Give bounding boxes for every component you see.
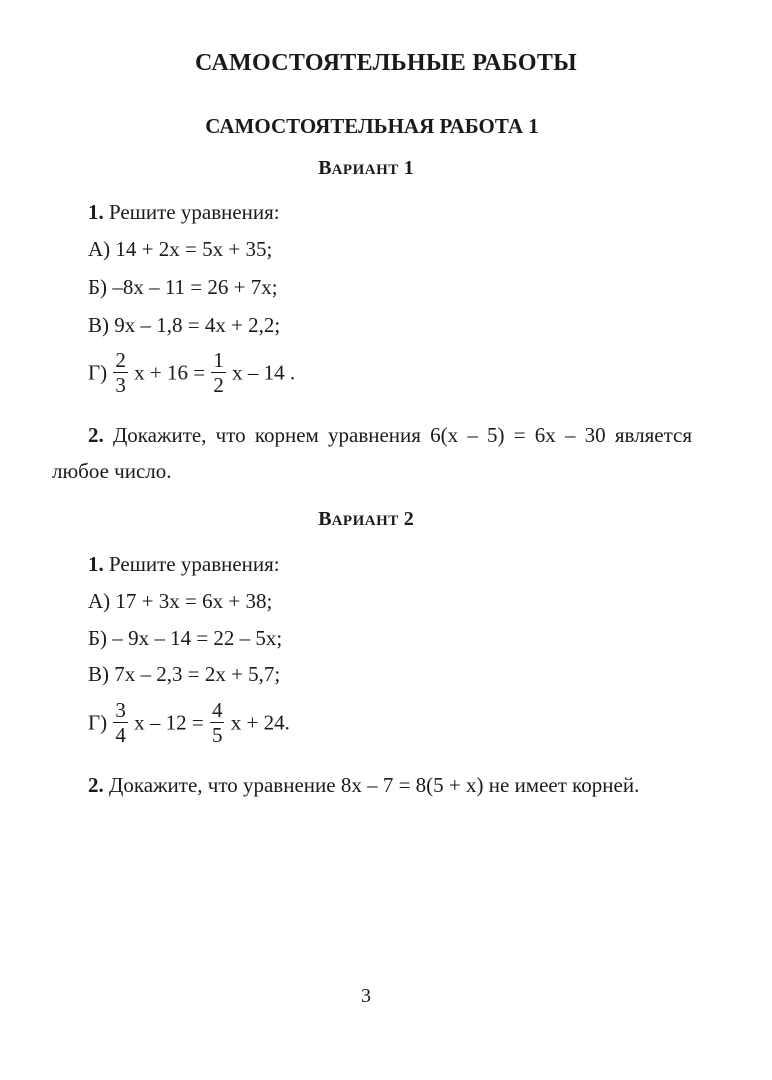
variant-1-task-2: 2. Докажите, что корнем уравнения 6(x – 5) = 6x – 30 является любое число.	[52, 423, 693, 483]
fraction: $\frac{4}{5}$	[211, 698, 223, 747]
variant-1-task-1: 1. Решите уравнения:	[88, 200, 280, 224]
fraction: $\frac{2}{3}$	[115, 348, 126, 397]
variant-2-task-1: 1. Решите уравнения:	[88, 552, 280, 576]
fraction: $\frac{3}{4}$	[115, 698, 126, 747]
variant-2-equation-g: Г) $\frac{3}{4}$ x – 12 = $\frac{4}{5}$ x + 24.	[88, 698, 290, 747]
page-title: САМОСТОЯТЕЛЬНЫЕ РАБОТЫ	[194, 50, 578, 76]
variant-2-equation-b: Б) – 9x – 14 = 22 – 5x;	[88, 626, 283, 650]
variant-2-heading: ВАРИАНТ 2	[318, 508, 414, 530]
variant-1-equation-g: Г) $\frac{2}{3}$ x + 16 = $\frac{1}{2}$ x – 14 .	[88, 348, 296, 397]
fraction: $\frac{1}{2}$	[213, 348, 224, 397]
variant-2-equation-v: В) 7x – 2,3 = 2x + 5,7;	[88, 662, 281, 686]
variant-1-equation-b: Б) –8x – 11 = 26 + 7x;	[88, 275, 278, 299]
variant-2-equation-a: А) 17 + 3x = 6x + 38;	[88, 589, 273, 613]
section-title: САМОСТОЯТЕЛЬНАЯ РАБОТА 1	[205, 114, 539, 138]
variant-1-equation-v: В) 9x – 1,8 = 4x + 2,2;	[88, 313, 281, 337]
page-number: 3	[361, 985, 371, 1007]
variant-1-equation-a: А) 14 + 2x = 5x + 35;	[88, 237, 273, 261]
variant-1-heading: ВАРИАНТ 1	[318, 157, 414, 179]
variant-2-task-2: 2. Докажите, что уравнение 8x – 7 = 8(5 + x) не имеет корней.	[88, 773, 640, 797]
